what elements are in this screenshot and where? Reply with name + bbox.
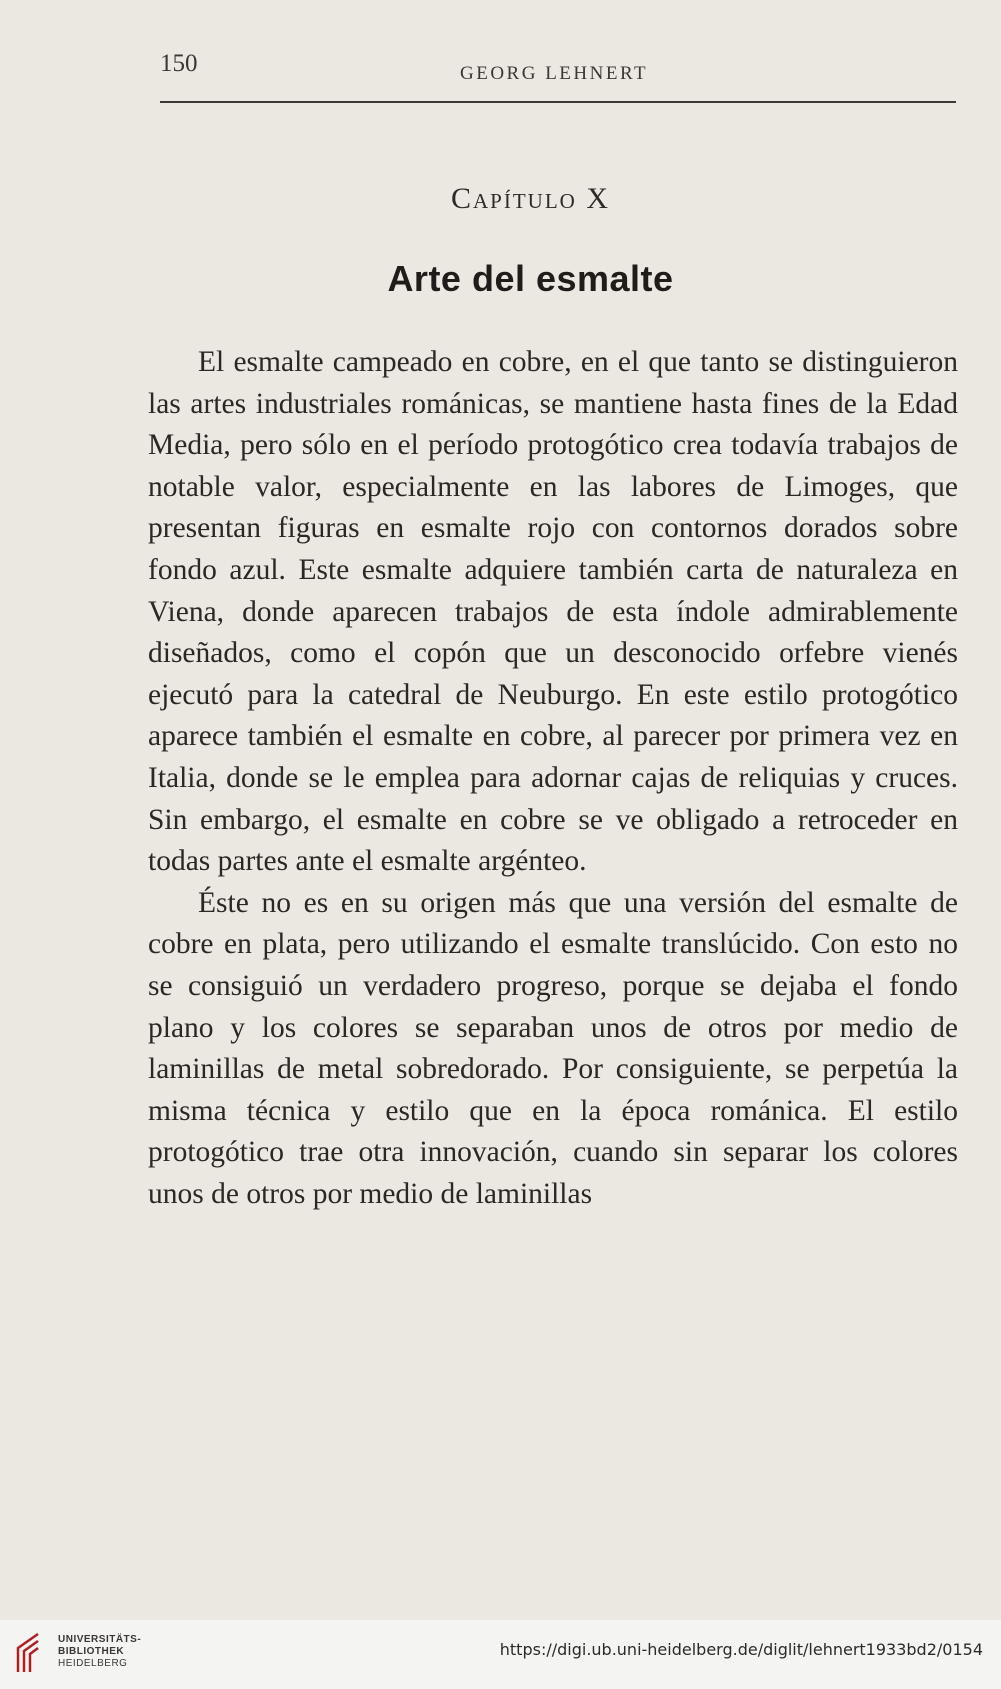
- source-url-link[interactable]: https://digi.ub.uni-heidelberg.de/diglit/lehnert1933bd2/0154: [499, 1640, 983, 1659]
- library-name: [58, 1634, 141, 1670]
- chapter-label: Capítulo X: [451, 182, 610, 215]
- library-line: HEIDELBERG: [58, 1658, 128, 1669]
- library-line: UNIVERSITÄTS-: [58, 1634, 142, 1645]
- running-head: [160, 50, 956, 100]
- paragraph: Éste no es en su origen más que una versión del esmalte de cobre en plata, pero utilizando el esmalte translúcido. Con esto no se consiguió un verdadero progreso, porque se dejaba el fondo plano y los colores se separaban unos de otros por medio de laminillas de metal sobredorado. Por consiguiente, se perpetúa la misma técnica y estilo que en la época románica. El estilo protogótico trae otra innovación, cuando sin separar los colores unos de otros por medio de laminillas: [148, 886, 958, 1210]
- library-line: BIBLIOTHEK: [58, 1646, 125, 1657]
- body-text: [148, 342, 958, 1215]
- chapter-title: Arte del esmalte: [387, 258, 674, 299]
- paragraph: El esmalte campeado en cobre, en el que tanto se distinguieron las artes industriales románicas, se mantiene hasta fines de la Edad Media, pero sólo en el período protogótico crea todavía trabajos de notable valor, especialmente en las labores de Limoges, que presentan figuras en esmalte rojo con contornos dorados sobre fondo azul. Este esmalte adquiere también carta de naturaleza en Viena, donde aparecen trabajos de esta índole admirablemente diseñados, como el copón que un desconocido orfebre vienés ejecutó para la catedral de Neuburgo. En este estilo protogótico aparece también el esmalte en cobre, al parecer por primera vez en Italia, donde se le emplea para adornar cajas de reliquias y cruces. Sin embargo, el esmalte en cobre se ve obligado a retroceder en todas partes ante el esmalte argénteo.: [148, 346, 958, 878]
- running-title: GEORG LEHNERT: [460, 63, 649, 84]
- page-number: 150: [160, 50, 198, 77]
- header-rule: [160, 101, 956, 103]
- footer-bar: [0, 1620, 1001, 1689]
- library-logo-icon: [8, 1628, 53, 1678]
